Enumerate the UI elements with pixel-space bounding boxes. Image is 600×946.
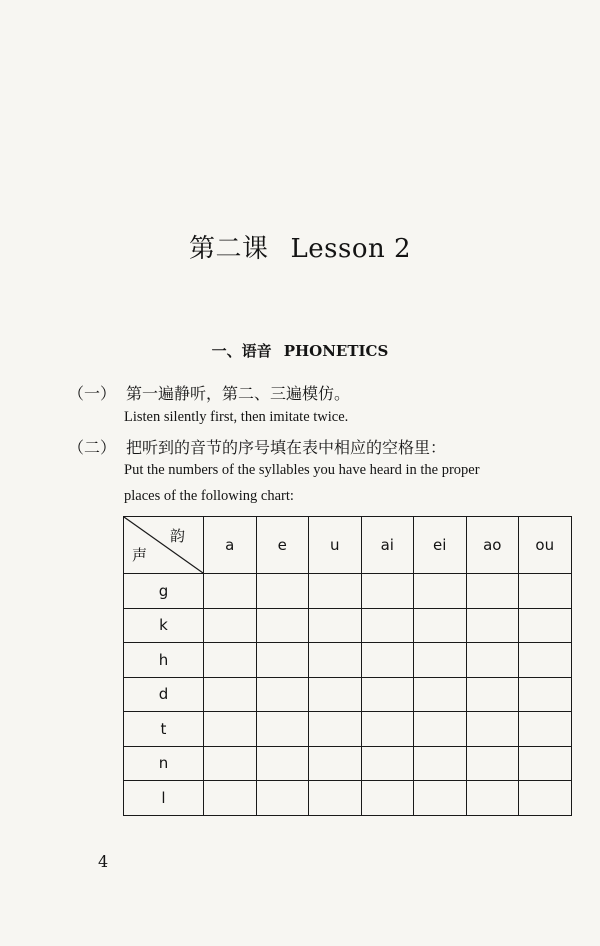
answer-cell[interactable] <box>256 677 309 712</box>
answer-cell[interactable] <box>361 746 414 781</box>
answer-cell[interactable] <box>361 643 414 678</box>
lesson-title-zh: 第二课 <box>188 234 269 264</box>
answer-cell[interactable] <box>519 712 572 747</box>
answer-cell[interactable] <box>466 608 519 643</box>
exercise-item-2 <box>68 435 446 458</box>
answer-cell[interactable] <box>204 781 257 816</box>
answer-cell[interactable] <box>519 574 572 609</box>
chart-row <box>124 746 572 781</box>
final-header: e <box>256 517 309 574</box>
answer-cell[interactable] <box>309 712 362 747</box>
answer-cell[interactable] <box>256 712 309 747</box>
initials-axis-label: 声 <box>132 546 148 564</box>
chart-row <box>124 643 572 678</box>
answer-cell[interactable] <box>204 677 257 712</box>
item-instruction-zh: 把听到的音节的序号填在表中相应的空格里： <box>126 438 447 457</box>
final-header: ai <box>361 517 414 574</box>
initial-header: d <box>124 677 204 712</box>
answer-cell[interactable] <box>519 746 572 781</box>
answer-cell[interactable] <box>519 677 572 712</box>
answer-cell[interactable] <box>414 677 467 712</box>
answer-cell[interactable] <box>466 574 519 609</box>
final-header: ao <box>466 517 519 574</box>
item-number: （一） <box>68 384 117 403</box>
answer-cell[interactable] <box>256 574 309 609</box>
answer-cell[interactable] <box>256 643 309 678</box>
answer-cell[interactable] <box>466 781 519 816</box>
item-instruction-zh: 第一遍静听，第二、三遍模仿。 <box>126 384 351 403</box>
answer-cell[interactable] <box>466 677 519 712</box>
answer-cell[interactable] <box>309 746 362 781</box>
answer-cell[interactable] <box>309 643 362 678</box>
chart-row <box>124 781 572 816</box>
initial-header: t <box>124 712 204 747</box>
initials-finals-chart <box>123 516 572 816</box>
answer-cell[interactable] <box>519 643 572 678</box>
answer-cell[interactable] <box>519 608 572 643</box>
answer-cell[interactable] <box>414 712 467 747</box>
chart-row <box>124 608 572 643</box>
page-number: 4 <box>98 852 109 871</box>
answer-cell[interactable] <box>414 746 467 781</box>
answer-cell[interactable] <box>309 608 362 643</box>
initial-header: n <box>124 746 204 781</box>
section-title-zh: 一、语音 <box>211 342 272 360</box>
answer-cell[interactable] <box>204 643 257 678</box>
answer-cell[interactable] <box>204 746 257 781</box>
item-instruction-en-line1: Put the numbers of the syllables you have heard in the proper <box>124 462 480 478</box>
chart-row <box>124 712 572 747</box>
section-title-en: PHONETICS <box>283 342 389 360</box>
item-instruction-en-line2: places of the following chart: <box>124 488 294 504</box>
answer-cell[interactable] <box>256 781 309 816</box>
chart-header-row <box>124 517 572 574</box>
answer-cell[interactable] <box>414 643 467 678</box>
final-header: ei <box>414 517 467 574</box>
chart-row <box>124 574 572 609</box>
answer-cell[interactable] <box>256 746 309 781</box>
answer-cell[interactable] <box>361 608 414 643</box>
final-header: u <box>309 517 362 574</box>
answer-cell[interactable] <box>309 574 362 609</box>
answer-cell[interactable] <box>414 574 467 609</box>
answer-cell[interactable] <box>414 608 467 643</box>
answer-cell[interactable] <box>361 781 414 816</box>
initial-header: h <box>124 643 204 678</box>
final-header: a <box>204 517 257 574</box>
answer-cell[interactable] <box>466 643 519 678</box>
final-header: ou <box>519 517 572 574</box>
answer-cell[interactable] <box>361 712 414 747</box>
answer-cell[interactable] <box>204 574 257 609</box>
lesson-title <box>0 228 600 265</box>
answer-cell[interactable] <box>204 712 257 747</box>
lesson-title-en: Lesson 2 <box>290 234 412 264</box>
answer-cell[interactable] <box>466 746 519 781</box>
exercise-item-1 <box>68 381 350 404</box>
item-instruction-en: Listen silently first, then imitate twice. <box>124 409 349 425</box>
answer-cell[interactable] <box>466 712 519 747</box>
answer-cell[interactable] <box>361 574 414 609</box>
section-title <box>0 340 600 361</box>
initial-header: g <box>124 574 204 609</box>
chart-corner-cell <box>124 517 204 574</box>
answer-cell[interactable] <box>519 781 572 816</box>
chart-row <box>124 677 572 712</box>
initial-header: k <box>124 608 204 643</box>
answer-cell[interactable] <box>309 677 362 712</box>
answer-cell[interactable] <box>414 781 467 816</box>
answer-cell[interactable] <box>309 781 362 816</box>
finals-axis-label: 韵 <box>169 527 185 545</box>
answer-cell[interactable] <box>204 608 257 643</box>
answer-cell[interactable] <box>256 608 309 643</box>
item-number: （二） <box>68 438 117 457</box>
answer-cell[interactable] <box>361 677 414 712</box>
initial-header: l <box>124 781 204 816</box>
